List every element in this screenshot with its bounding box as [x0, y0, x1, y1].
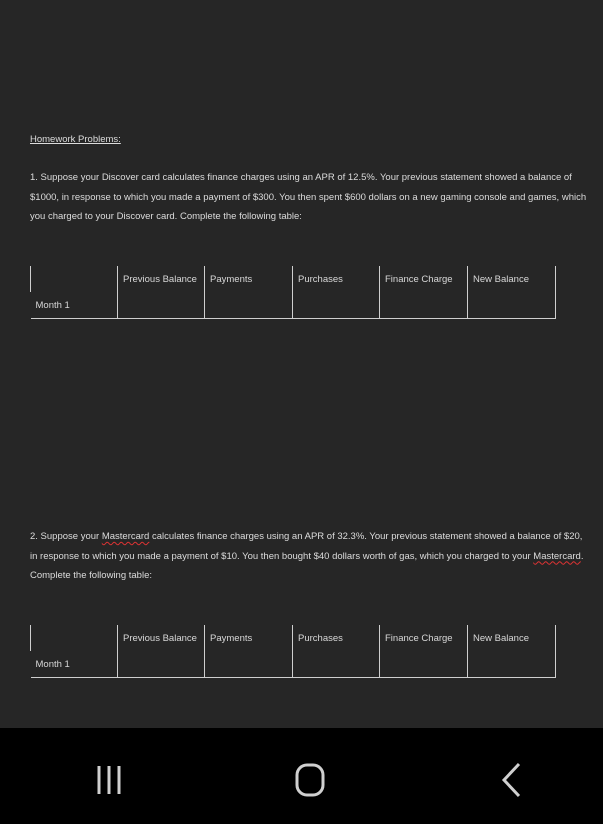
- table2-header-payments: Payments: [205, 625, 293, 651]
- table2-header-previous-balance: Previous Balance: [118, 625, 205, 651]
- table2-header-purchases: Purchases: [293, 625, 380, 651]
- table2-cell-previous-balance[interactable]: [118, 651, 205, 678]
- table1-row-label: Month 1: [31, 292, 118, 319]
- home-button[interactable]: [280, 750, 340, 810]
- table1-header-purchases: Purchases: [293, 266, 380, 292]
- table1-cell-new-balance[interactable]: [468, 292, 556, 319]
- table1-header-blank: [31, 266, 118, 292]
- android-navigation-bar: [0, 728, 603, 824]
- table2-cell-purchases[interactable]: [293, 651, 380, 678]
- spellcheck-flagged-word: Mastercard: [101, 531, 150, 542]
- table2-cell-payments[interactable]: [205, 651, 293, 678]
- finance-table-1: [30, 266, 556, 319]
- table2-header-finance-charge: Finance Charge: [380, 625, 468, 651]
- problem-1-text: 1. Suppose your Discover card calculates finance charges using an APR of 12.5%. Your previous statement showed a balance of $1000, in response to which you made a payment of $300. You then spent $600 dollars on a new gaming console and games, which you charged to your Discover card. Complete the following table:: [30, 172, 587, 222]
- table2-header-blank: [31, 625, 118, 651]
- table2-cell-new-balance[interactable]: [468, 651, 556, 678]
- problem-2-text-end: . Complete the following table:: [30, 550, 584, 581]
- problem-2-text-start: 2. Suppose your: [30, 531, 102, 542]
- recents-button[interactable]: [79, 750, 139, 810]
- table2-cell-finance-charge[interactable]: [380, 651, 468, 678]
- table1-header-new-balance: New Balance: [468, 266, 556, 292]
- home-icon: [290, 760, 330, 800]
- problem-2-text-middle: calculates finance charges using an APR of 32.3%. Your previous statement showed a balance of $20, in response to which you made a payment of $10. You then bought $40 dollars worth of gas, which you charged to your: [30, 531, 583, 562]
- table1-cell-previous-balance[interactable]: [118, 292, 205, 319]
- table1-cell-finance-charge[interactable]: [380, 292, 468, 319]
- table1-header-previous-balance: Previous Balance: [118, 266, 205, 292]
- homework-heading: Homework Problems:: [30, 134, 121, 145]
- table2-header-new-balance: New Balance: [468, 625, 556, 651]
- recents-icon: [89, 760, 129, 800]
- back-icon: [492, 760, 532, 800]
- table2-row-label: Month 1: [31, 651, 118, 678]
- table1-cell-purchases[interactable]: [293, 292, 380, 319]
- table1-header-finance-charge: Finance Charge: [380, 266, 468, 292]
- table1-cell-payments[interactable]: [205, 292, 293, 319]
- table1-header-payments: Payments: [205, 266, 293, 292]
- back-button[interactable]: [482, 750, 542, 810]
- problem-2-text: [30, 527, 590, 586]
- finance-table-2: [30, 625, 556, 678]
- spellcheck-flagged-word-2: Mastercard: [533, 550, 581, 562]
